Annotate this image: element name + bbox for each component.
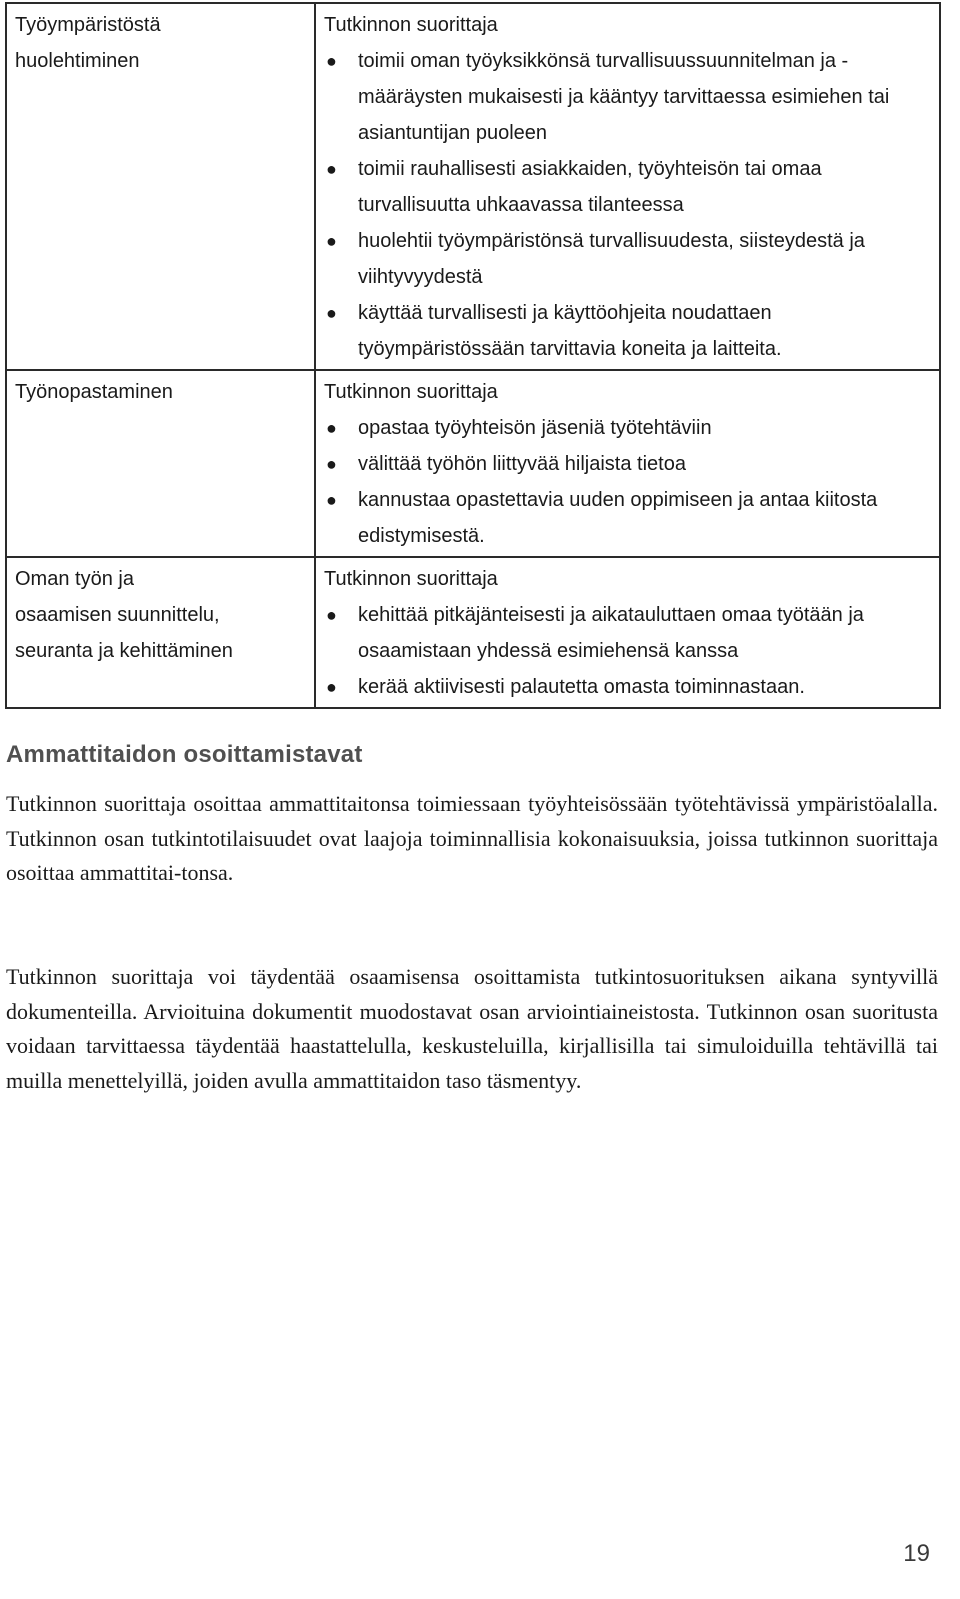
list-item (324, 223, 931, 295)
topic-label: Työnopastaminen (15, 381, 173, 403)
list-item-text: välittää työhön liittyvää hiljaista tietoa (358, 453, 686, 475)
table-row (6, 370, 940, 557)
list-item-text: kehittää pitkäjänteisesti ja aikatauluttaen omaa työtään ja osaamistaan yhdessä esimiehensä kanssa (358, 604, 864, 662)
table-row (6, 557, 940, 708)
body-paragraph: Tutkinnon suorittaja voi täydentää osaamisensa osoittamista tutkintosuorituksen aikana syntyvillä dokumenteilla. Arvioituina dokumentit muodostavat osan arviointiaineistosta. Tutkinnon osan suoritusta voidaan tarvittaessa täydentää haastattelulla, keskusteluilla, kirjallisilla tai simuloiduilla tehtävillä tai muilla menettelyillä, joiden avulla ammattitaidon taso täsmentyy. (6, 964, 938, 1093)
topic-cell (6, 370, 315, 557)
topic-label: Oman työn ja osaamisen suunnittelu, seuranta ja kehittäminen (15, 568, 233, 662)
section-heading: Ammattitaidon osoittamistavat (6, 741, 363, 768)
list-item (324, 410, 931, 446)
topic-cell (6, 3, 315, 370)
body-paragraph: Tutkinnon suorittaja osoittaa ammattitaitonsa toimiessaan työyhteisössään työtehtävissä ympäristöalalla. Tutkinnon osan tutkintotilaisuudet ovat laajoja toiminnallisia kokonaisuuksia, joissa tutkinnon suorittaja osoittaa ammattitai-tonsa. (6, 791, 938, 885)
criteria-cell (315, 370, 940, 557)
bullet-icon: ● (326, 303, 337, 323)
list-item-text: käyttää turvallisesti ja käyttöohjeita noudattaen työympäristössään tarvittavia koneita ja laitteita. (358, 302, 782, 360)
bullet-icon: ● (326, 159, 337, 179)
table-row (6, 3, 940, 370)
list-item (324, 597, 931, 669)
list-item (324, 446, 931, 482)
page-number: 19 (903, 1540, 930, 1567)
list-item (324, 295, 931, 367)
criteria-cell (315, 3, 940, 370)
list-item (324, 151, 931, 223)
list-item (324, 669, 931, 705)
criteria-lead: Tutkinnon suorittaja (324, 14, 498, 36)
topic-cell (6, 557, 315, 708)
list-item-text: opastaa työyhteisön jäseniä työtehtäviin (358, 417, 712, 439)
criteria-lead: Tutkinnon suorittaja (324, 381, 498, 403)
bullet-icon: ● (326, 490, 337, 510)
list-item (324, 43, 931, 151)
criteria-list (324, 410, 931, 554)
bullet-icon: ● (326, 231, 337, 251)
list-item-text: toimii oman työyksikkönsä turvallisuussuunnitelman ja -määräysten mukaisesti ja kääntyy tarvittaessa esimiehen tai asiantuntijan puoleen (358, 50, 890, 144)
list-item (324, 482, 931, 554)
bullet-icon: ● (326, 605, 337, 625)
list-item-text: huolehtii työympäristönsä turvallisuudesta, siisteydestä ja viihtyvyydestä (358, 230, 865, 288)
criteria-cell (315, 557, 940, 708)
list-item-text: kerää aktiivisesti palautetta omasta toiminnastaan. (358, 676, 805, 698)
bullet-icon: ● (326, 418, 337, 438)
criteria-list (324, 43, 931, 367)
bullet-icon: ● (326, 51, 337, 71)
topic-label: Työympäristöstä huolehtiminen (15, 14, 161, 72)
criteria-table (5, 2, 941, 709)
criteria-lead: Tutkinnon suorittaja (324, 568, 498, 590)
criteria-list (324, 597, 931, 705)
bullet-icon: ● (326, 677, 337, 697)
bullet-icon: ● (326, 454, 337, 474)
list-item-text: toimii rauhallisesti asiakkaiden, työyhteisön tai omaa turvallisuutta uhkaavassa tilanteessa (358, 158, 822, 216)
list-item-text: kannustaa opastettavia uuden oppimiseen ja antaa kiitosta edistymisestä. (358, 489, 878, 547)
